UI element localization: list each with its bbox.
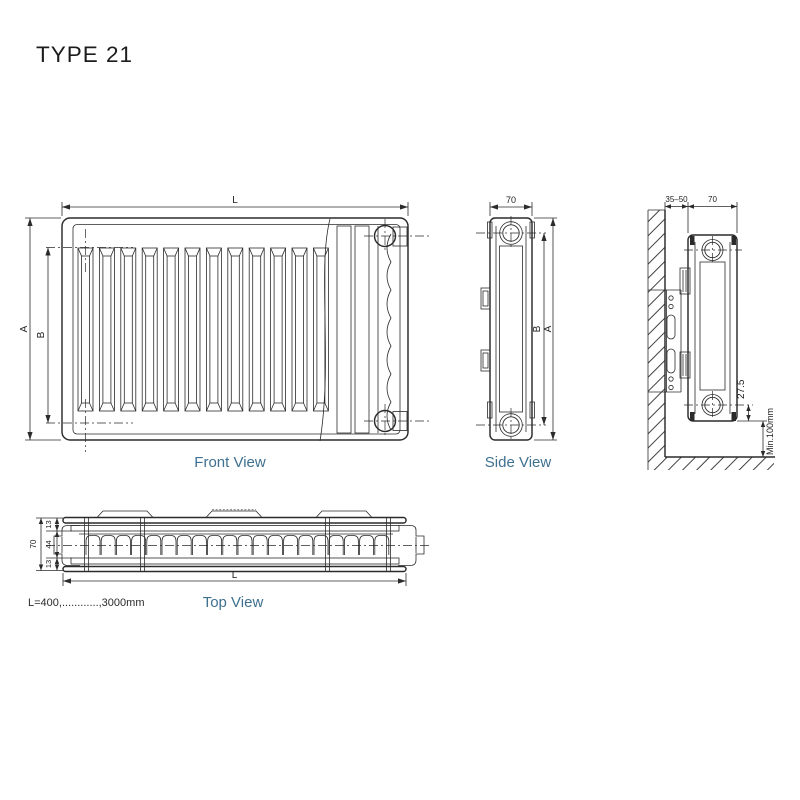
front-view-drawing xyxy=(19,195,429,471)
top-view-drawing xyxy=(29,510,432,611)
top-dim-front-panel: 13 xyxy=(44,520,53,529)
top-dim-back-panel: 13 xyxy=(44,559,53,569)
top-view-label: Top View xyxy=(202,594,264,611)
wall-dim-floor-clearance: Min.100mm xyxy=(765,407,775,455)
side-dim-connection-height: B xyxy=(532,325,543,333)
top-dim-convector: 44 xyxy=(44,540,53,549)
front-dim-connection-height: B xyxy=(36,331,47,339)
side-view-label: Side View xyxy=(484,454,552,471)
top-dim-length: L xyxy=(231,570,238,581)
page-title: TYPE 21 xyxy=(36,42,134,67)
front-dim-overall-height: A xyxy=(19,325,30,333)
front-view-channels xyxy=(78,248,328,411)
side-view-drawing xyxy=(476,195,557,471)
side-dim-overall-height: A xyxy=(543,325,554,333)
length-range-note: L=400,............,3000mm xyxy=(28,597,145,609)
wall-mount-drawing xyxy=(648,195,775,470)
front-dim-length: L xyxy=(232,195,238,206)
wall-dim-bracket-gap: 35–50 xyxy=(665,195,688,204)
floor-hatch xyxy=(648,457,774,470)
front-view-label: Front View xyxy=(194,454,266,471)
wall-dim-bottom-offset: 27.5 xyxy=(736,379,747,399)
wall-hatch xyxy=(648,210,665,457)
wall-dim-depth: 70 xyxy=(708,195,717,204)
top-dim-total-depth: 70 xyxy=(29,539,38,549)
side-dim-depth: 70 xyxy=(505,195,517,205)
